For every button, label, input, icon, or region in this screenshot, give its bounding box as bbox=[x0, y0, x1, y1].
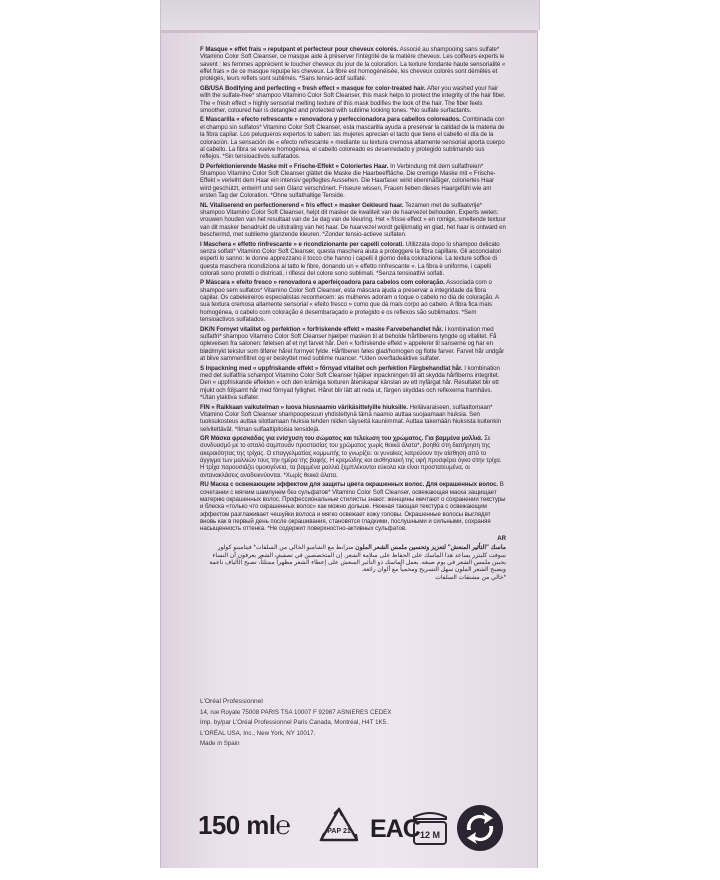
paragraph-ru bbox=[200, 481, 506, 532]
lang-code: D bbox=[200, 162, 205, 170]
ingredients-text-block bbox=[200, 46, 506, 583]
origin-line: Made in Spain bbox=[200, 740, 240, 748]
box-edge-shade bbox=[160, 30, 538, 33]
lang-code: GB/USA bbox=[200, 84, 224, 92]
paragraph-body: Associada com o shampoo sem sulfatos* Vitamino Color Soft Cleanser, esta máscara ajuda a preservar a integridade da fibra capilar. Os cabeleireiros especialistas reconhecem: as mulheres adoram o toque o cabelo no dia de coloração. A sua textura cremosa altamente sensorial « efeito fresco » como que dá mais corpo ao cabelo. A fibra fica mais homogénea, o cabelo com coloração é desembaraçado e protegido e os reflexos são sublimados. *Sem tensioactivos sulfatados. bbox=[200, 279, 499, 324]
paragraph-heading: Vitaliserend en perfectionerend « fris effect » masker Gekleurd haar. bbox=[209, 201, 404, 209]
paragraph-heading: Fornyet vitalitet og perfektion « forfriskende effekt » maske Farvebehandlet hår. bbox=[216, 325, 443, 333]
arabic-note: *خالي من مشتقات السلفات bbox=[435, 573, 506, 581]
lang-code: FIN bbox=[200, 403, 210, 411]
paragraph-body: В сочетании с мягким шампунем без сульфатов* Vitamino Color Soft Cleanser, освежающая маска защищает материю окрашенных волос. Профессиональные стилисты знают: женщины мечтают о сохранении текстуры и блеска «только что окрашенных волос» как можно дольше. Нежная тающая текстура с освежающим эффектом разглаживает чешуйки волоса и мягко освежает кожу головы. Окрашенные волосы выглядят вновь как в первый день после окрашивания, становятся гладкими, послушными и сильными, сохраняя насыщенность оттенка. *Не содержит поверхностно-активных сульфатов. bbox=[200, 481, 506, 533]
paragraph-heading: ماسك "التأثير المنعش" لتعزيز وتحسين ملمس الشعر الملون bbox=[355, 544, 506, 552]
paragraph-heading: Máscara « efeito fresco » renovadora e aperfeiçoadora para cabelos com coloração. bbox=[205, 279, 445, 287]
paragraph-heading: Μάσκα φρεσκάδας για ενίσχυση του σώματος και τελείωση του χρώματος. Για βαμμένα μαλλιά. bbox=[210, 435, 483, 443]
paragraph-body: I kombination med sulfatfri* shampoo Vitamino Color Soft Cleanser hjælper masken til at beholde hårfiberens tyngde og vitalitet. Få opleveisen fra salonen: følelsen af et nyt farvet hår. Den « forfriskende effekt » appelerer til sanserne og har en blød/mykt tekstur som tilfører håret formyet fylde. Hårfiberen føles glad/homogen og flotte farver. Farvet hår undgår at blive sammenfiltret og er beskyttet med sublime nuancer. *Uden overfladeaktive sulfater. bbox=[200, 325, 505, 363]
lang-code: NL bbox=[200, 201, 209, 209]
volume-label: 150 ml℮ bbox=[198, 810, 291, 840]
paragraph-heading: Maschera « effetto rinfrescante » e ricondizionante per capelli colorati. bbox=[203, 240, 404, 248]
paragraph-body: Utilizzata dopo lo shampoo delicato senza solfati* Vitamino Color Soft Cleanser, questa maschera aiuta a proteggere la fibra capillare. Gli acconciatori esperti lo sanno: le donne apprezzano il tocco che hanno i capelli il giorno della colorazione. La texture soffice di questa maschera ricondiziona al tatto le fibre, donando un « effetto rinfrescante ». La fibra è uniforme, i capelli colorati sono protetti o districati, i riflessi del colore sono sublimati. *Senza tensioattivi solfati. bbox=[200, 240, 501, 277]
box-top-flap bbox=[160, 0, 540, 30]
paragraph-it bbox=[200, 241, 506, 278]
paragraph-body: In Verbindung mit dem sulfatfreien* Shampoo Vitamino Color Soft Cleanser glättet die Maske die Haarbeeffläche. Die cremige Maske mit « Frische-Effekt » verleiht dem Haar ein intensiv gepflegtes Aussehen. Die Haarfaser wirkt ebenmäßiger, coloriertes Haar wird geschützt, entwirrt und sein Glanz verschönert. Friseure wissen, Frauen lieben dieses Haargefühl wie am ersten Tag der Coloration. *Ohne sulfathaltige Tenside. bbox=[200, 162, 496, 200]
lang-code: RU bbox=[200, 481, 209, 489]
paragraph-fr bbox=[200, 46, 506, 83]
paragraph-body: Σε συνδυασμό με το απαλό σαμπουάν προστασίας του χρώματος χωρίς θειικά άλατα*, βοηθά στη διατήρηση της ακεραιότητας της τρίχας. Ο επαγγελματίας κομμωτής το γνωρίζει: οι γυναίκες λατρεύουν την αίσθηση από το άγγιγμα των μαλλιών τους την ημέρα της βαφής. Η κρεμώδης και αισθησιακή της υφή προσφέρει όγκο στην τρίχα. Η τρίχα παρουσιάζει ομοιογένεια, τα βαμμένα μαλλιά ξεμπλέκονται εύκολα και είναι προστατευμένα, οι αντανακλάσεις αναδεικνύονται. *Χωρίς θειικά άλατα. bbox=[200, 435, 502, 479]
brand-name: L'Oréal Professionnel bbox=[200, 698, 263, 705]
paragraph-heading: Perfektionierende Maske mit « Frische-Effekt » Coloriertes Haar. bbox=[206, 162, 389, 170]
green-dot-icon bbox=[455, 803, 505, 853]
paragraph-body: After you washed your hair with the sulfate-free* shampoo Vitamino Color Soft Cleanser, this mask helps to protect the integrity of the hair fiber. The « fresh effect » highly sensorial melting texture of this mask bodifies the look of the hair. The fiber feels smoother, coloured hair is detangled and protected with sublime looking tones. *No sulfate surfactants. bbox=[200, 84, 506, 114]
lang-code: S bbox=[200, 364, 205, 372]
paragraph-body: Combinada con el champú sin sulfatos* Vitamino Color Soft Cleanser, esta mascarilla ayuda a preservar la calidad de la materia de la fibra capilar. Los peluqueros expertos lo saben: las mujeres aprecian el tacto que tiene el cabello el día de la coloración. La sensación de « efecto refrescante » mediante su textura cremosa altamente sensorial aporta cuerpo al cabello. La fibra se vuelve homogénea, el cabello coloreado es desenredado y protegido sublimando sus reflejos. *Sin tensioactivos sulfatados. bbox=[200, 116, 505, 161]
paragraph-gr bbox=[200, 435, 506, 479]
lang-code: I bbox=[200, 240, 202, 248]
lang-code: DK/N bbox=[200, 325, 215, 333]
paragraph-heading: Маска с освежающим эффектом для защиты цвета окрашенных волос. Для окрашенных волос. bbox=[210, 481, 499, 489]
pao-text: 12 M bbox=[419, 830, 441, 840]
address-line: 14, rue Royale 75008 PARIS TSA 10007 F 92987 ASNIERES CEDEX bbox=[200, 708, 392, 716]
eac-mark-icon: EAC bbox=[370, 815, 420, 843]
lang-code: GR bbox=[200, 435, 210, 443]
paragraph-dk bbox=[200, 326, 506, 363]
paragraph-de bbox=[200, 163, 506, 200]
paragraph-body: مترابط مع الشامبو الخالي من السلفات* فيتامينو كولور سوفت كلينزر يساعد هذا الماسك على الحفاظ على سلامة الشعر. إن المتخصصين في تصفيف الشعر يعرفون أن النساء يحببن ملمس الشعر في يوم صبغه. يعمل الماسك ذو التأثير المنعش على إعطاء الشعر مظهراً ممتلئاً، تصبح الألياف ناعمة ويصبح الشعر الملون سهل التسريح ومحمياً مع ألوان رائعة. bbox=[209, 544, 506, 574]
lang-code: P bbox=[200, 279, 205, 287]
recycle-code-text: PAP 21 bbox=[327, 828, 351, 835]
paragraph-ar bbox=[200, 544, 506, 581]
address-line: Imp. by/par L'Oréal Professionnel Paris Canada, Montréal, H4T 1K5. bbox=[200, 719, 388, 727]
address-line: L'ORÉAL USA, Inc., New York, NY 10017. bbox=[200, 729, 316, 737]
paragraph-heading: Masque « effet frais » repulpant et perfecteur pour cheveux colorés. bbox=[205, 46, 399, 53]
paragraph-body: Hellävaraiseen, sulfaattomaan* Vitamino Color Soft Cleanser shampoopesuun yhdistettynä tämä naamio auttaa suojaamaan hiuksia. Sen tuoksukosteus auttaa silottamaan hiuksia tehden niiden säyseitä kauniimmat. Auttaa takemään hiuksista kuitenkin selvitettävät. *Ilman sulfaattipitoisia tensidejä. bbox=[200, 403, 502, 433]
manufacturer-address bbox=[200, 697, 500, 750]
paragraph-heading: Inpackning med « uppfriskande effekt » förnyad vitalitet och perfektion Färgbehandlat hår. bbox=[205, 364, 463, 372]
paragraph-fi bbox=[200, 404, 506, 433]
paragraph-es bbox=[200, 116, 506, 160]
paragraph-heading: « Raikkaan vaikutelman » luova hiusnaamio värikäsittelyille hiuksille. bbox=[211, 403, 408, 411]
paragraph-nl bbox=[200, 202, 506, 239]
paragraph-pt bbox=[200, 279, 506, 323]
lang-code: F bbox=[200, 46, 204, 53]
paragraph-heading: Bodifying and perfecting « fresh effect » masque for color-treated hair. bbox=[225, 84, 426, 92]
recycle-triangle-icon bbox=[316, 805, 362, 849]
paragraph-body: Associé au shampooing sans sulfate* Vitamino Color Soft Cleanser, ce masque aide à préserver l'intégrité de la matière cheveux. Les coiffeurs experts le savent : les femmes apprécient le toucher cheveux du jour de la coloration. La texture fondante haute sensorialité « effet frais » de ce masque repulpe les cheveux. La fibre est homogénéisée, les cheveux colorés sont démêlés et protégés, leurs reflets sont sublimés. *Sans tensio-actif sulfaté. bbox=[200, 46, 506, 83]
paragraph-se bbox=[200, 365, 506, 402]
paragraph-gb bbox=[200, 85, 506, 114]
arabic-code: AR bbox=[497, 534, 506, 542]
paragraph-body: Tezamen met de sulfaatvrije* shampoo Vitamino Color Soft Cleanser, helpt dit masker de kwaliteit van de haarvezel behouden. Experts weten: vrouwen houden van het resultaat van de 1e dag van de kleuring. Het « frisse effect » en romige, smeltende textuur van dit masker benadrukt de uitstraling van het haar. De haarvezel wordt gelijkmatig en glad, het haar is ontward en beschermd, met sublieme glanzende kleuren. *Zonder tensio-actieve sulfaten. bbox=[200, 201, 506, 238]
paragraph-heading: Mascarilla « efecto refrescante » renovadora y perfeccionadora para cabellos coloreados. bbox=[205, 116, 461, 124]
lang-code: E bbox=[200, 116, 205, 124]
paragraph-body: I kombination med det sulfatfria schampot Vitamino Color Soft Cleanser hjälper inpackningen till att skydda hårfiberns integritet. Den « uppfriskande effekten » och den krämiga texturen återskapar känslan av ett nyfärgat hår. Resultatet blir ett mjukt och följsamt hår med förnyad fyllighet. Håret blir lätt att reda ut, färgen skyddas och reflexerna framhävs. *Utan ytaktiva sulfater. bbox=[200, 364, 500, 401]
pao-jar-icon bbox=[410, 807, 450, 849]
